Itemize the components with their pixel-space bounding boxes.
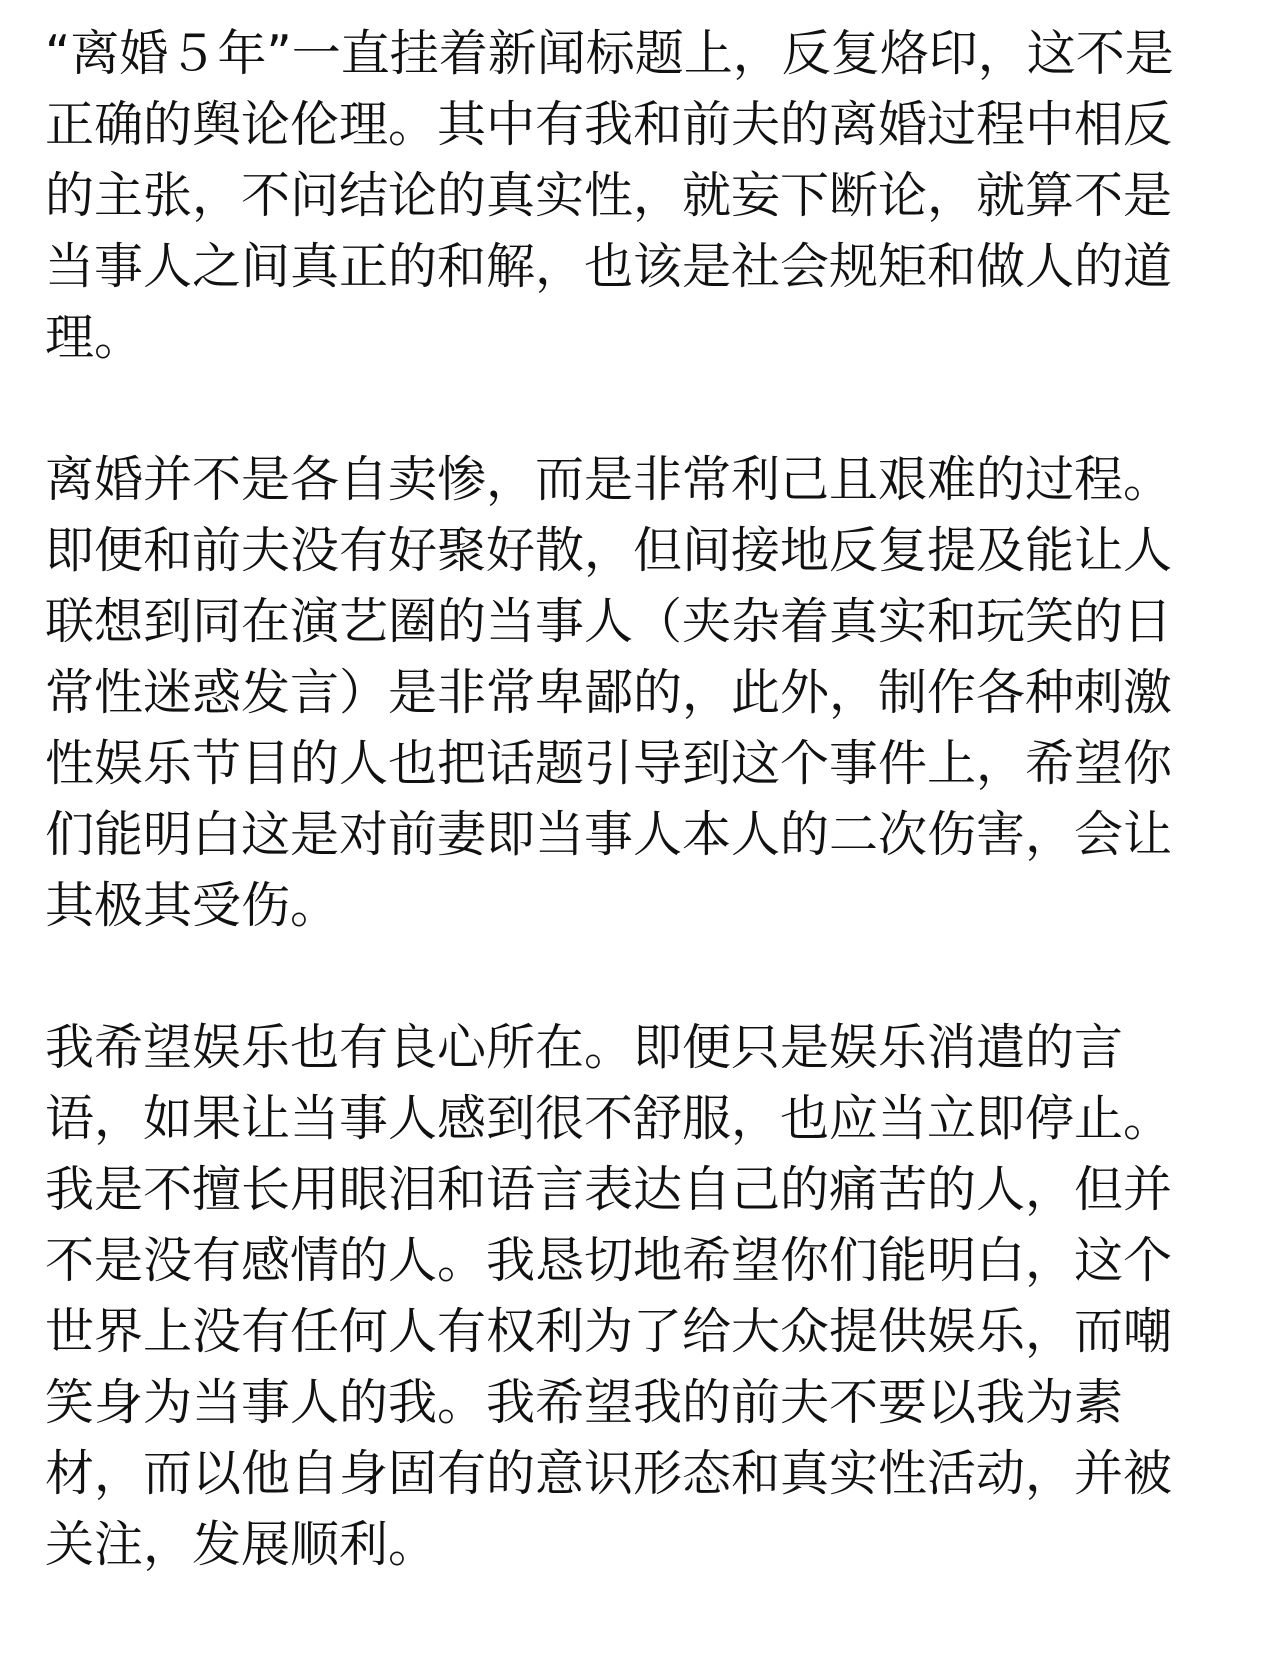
text-line: 其极其受伤。 [45, 877, 340, 934]
text-line: 联想到同在演艺圈的当事人（夹杂着真实和玩笑的日 [45, 593, 1173, 650]
text-line: 不是没有感情的人。我恳切地希望你们能明白，这个 [45, 1232, 1173, 1289]
text-line: 关注，发展顺利。 [45, 1516, 438, 1573]
text-line: 语，如果让当事人感到很不舒服，也应当立即停止。 [45, 1090, 1173, 1147]
text-line: 我是不擅长用眼泪和语言表达自己的痛苦的人，但并 [45, 1161, 1173, 1218]
text-line: 正确的舆论伦理。其中有我和前夫的离婚过程中相反 [45, 96, 1173, 153]
text-line: 理。 [45, 309, 144, 366]
article-body [45, 18, 1245, 1580]
text-line: 即便和前夫没有好聚好散，但间接地反复提及能让人 [45, 522, 1173, 579]
text-line: “离婚５年”一直挂着新闻标题上，反复烙印，这不是 [45, 25, 1174, 82]
paragraph-2 [45, 444, 1245, 941]
text-line: 性娱乐节目的人也把话题引导到这个事件上，希望你 [45, 735, 1173, 792]
paragraph-gap [45, 373, 1245, 444]
paragraph-3 [45, 1012, 1245, 1580]
text-line: 材，而以他自身固有的意识形态和真实性活动，并被 [45, 1445, 1173, 1502]
text-line: 离婚并不是各自卖惨，而是非常利己且艰难的过程。 [45, 451, 1173, 508]
text-line: 当事人之间真正的和解，也该是社会规矩和做人的道 [45, 238, 1173, 295]
text-line: 们能明白这是对前妻即当事人本人的二次伤害，会让 [45, 806, 1173, 863]
text-line: 的主张，不问结论的真实性，就妄下断论，就算不是 [45, 167, 1173, 224]
text-line: 笑身为当事人的我。我希望我的前夫不要以我为素 [45, 1374, 1124, 1431]
text-line: 我希望娱乐也有良心所在。即便只是娱乐消遣的言 [45, 1019, 1124, 1076]
text-line: 世界上没有任何人有权利为了给大众提供娱乐，而嘲 [45, 1303, 1173, 1360]
text-line: 常性迷惑发言）是非常卑鄙的，此外，制作各种刺激 [45, 664, 1173, 721]
paragraph-gap [45, 941, 1245, 1012]
paragraph-1 [45, 18, 1245, 373]
